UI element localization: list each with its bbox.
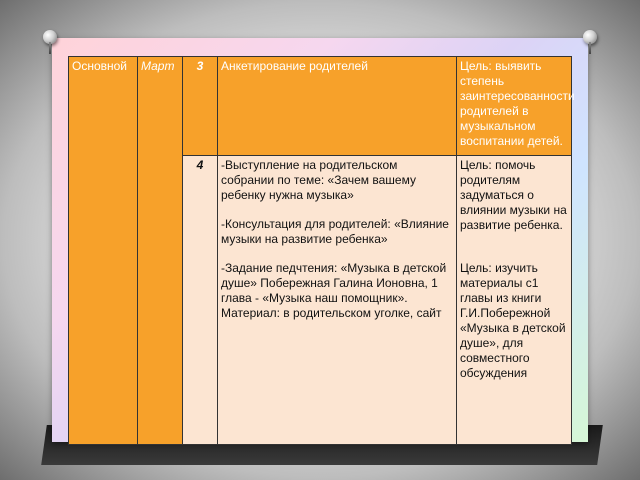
goal-cell [457,156,572,445]
goal-cell [457,57,575,156]
form-cell [218,156,457,445]
table-row [69,57,572,156]
form-text: -Консультация для родителей: «Влияние музыки на развитие ребенка» [221,217,449,246]
week-cell [183,57,218,156]
week-number: 4 [196,158,204,172]
week-cell [183,156,218,445]
month-cell [138,57,183,445]
form-cell [218,57,457,156]
pushpin-icon [43,30,57,44]
plan-table [68,56,575,445]
form-text: -Выступление на родительском собрании по теме: «Зачем вашему ребенку нужна музыка» [221,158,416,202]
goal-text: Цель: помочь родителям задуматься о влиянии музыки на развитие ребенка. [460,158,567,232]
week-number: 3 [196,59,204,73]
form-text: Анкетирование родителей [221,59,368,73]
goal-text: Цель: выявить степень заинтересованности родителей в музыкальном воспитании детей. [460,59,575,148]
stage-label: Основной [72,59,128,73]
month-label: Март [141,59,175,73]
goal-text: Цель: изучить материалы с1 главы из книги Г.И.Побережной «Музыка в детской душе», для совместного обсуждения [460,261,566,380]
form-text: -Задание педчтения: «Музыка в детской душе» Побережная Галина Ионовна, 1 глава - «Музыка наш помощник». Материал: в родительском уголке, сайт [221,261,447,320]
pushpin-icon [583,30,597,44]
stage-cell [69,57,138,445]
